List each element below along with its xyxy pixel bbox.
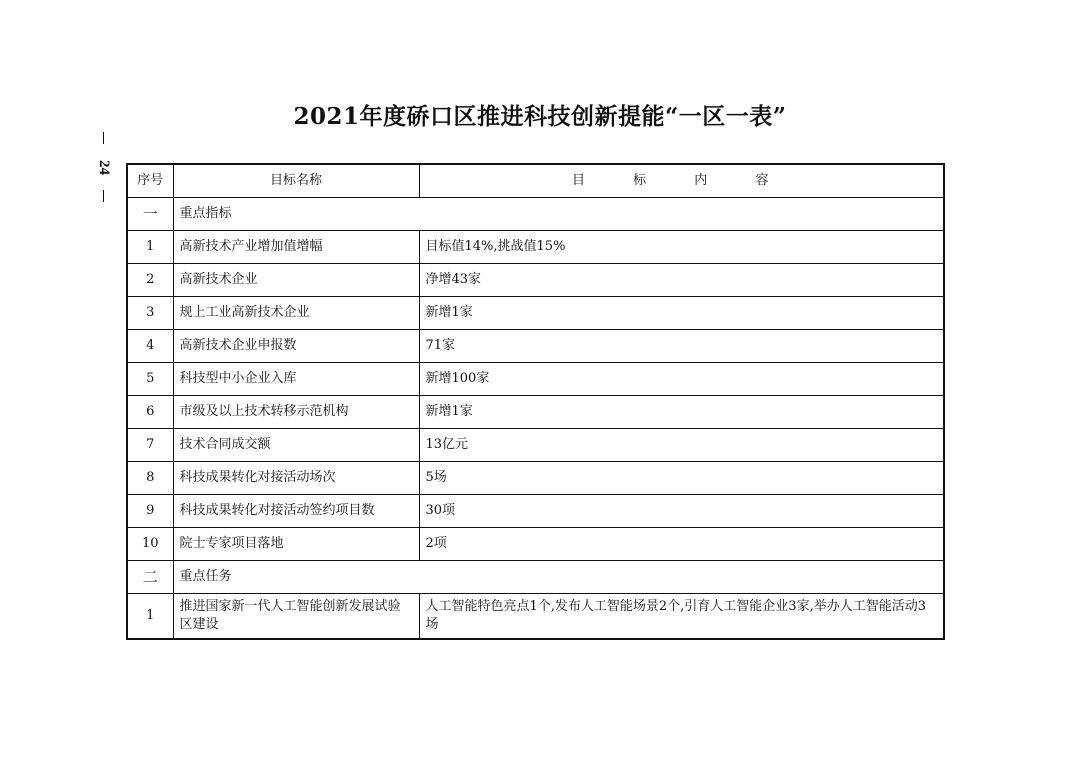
section-row: [127, 561, 944, 594]
row-no: 8: [127, 462, 173, 495]
section-label: 重点指标: [173, 198, 944, 231]
row-no: 2: [127, 264, 173, 297]
row-no: 6: [127, 396, 173, 429]
table-header-row: [127, 164, 944, 198]
row-name: 高新技术产业增加值增幅: [173, 231, 419, 264]
row-name: 科技型中小企业入库: [173, 363, 419, 396]
row-content: 5场: [419, 462, 944, 495]
page-number-dash-top: [103, 132, 104, 144]
table-row: [127, 429, 944, 462]
row-content: 净增43家: [419, 264, 944, 297]
page-number: [88, 132, 118, 202]
target-table: [126, 163, 945, 640]
table-row: [127, 495, 944, 528]
row-name: 市级及以上技术转移示范机构: [173, 396, 419, 429]
table-row: [127, 528, 944, 561]
row-name: 规上工业高新技术企业: [173, 297, 419, 330]
row-content: 目标值14%,挑战值15%: [419, 231, 944, 264]
row-name: 高新技术企业申报数: [173, 330, 419, 363]
row-content: 71家: [419, 330, 944, 363]
row-content: 新增100家: [419, 363, 944, 396]
section-label: 重点任务: [173, 561, 944, 594]
row-no: 3: [127, 297, 173, 330]
table-row: [127, 264, 944, 297]
page-number-dash-bottom: [103, 190, 104, 202]
row-content: 人工智能特色亮点1个,发布人工智能场景2个,引育人工智能企业3家,举办人工智能活动3场: [419, 594, 944, 640]
row-no: 1: [127, 231, 173, 264]
row-content: 2项: [419, 528, 944, 561]
row-name: 院士专家项目落地: [173, 528, 419, 561]
row-no: 10: [127, 528, 173, 561]
table-row: [127, 363, 944, 396]
header-no: 序号: [127, 164, 173, 198]
row-name: 科技成果转化对接活动场次: [173, 462, 419, 495]
table-row: [127, 462, 944, 495]
page-number-text: 24: [95, 159, 112, 175]
row-no: 7: [127, 429, 173, 462]
row-content: 新增1家: [419, 396, 944, 429]
section-no: 二: [127, 561, 173, 594]
table-row: [127, 594, 944, 640]
row-content: 新增1家: [419, 297, 944, 330]
section-no: 一: [127, 198, 173, 231]
row-name: 推进国家新一代人工智能创新发展试验区建设: [173, 594, 419, 640]
table-row: [127, 297, 944, 330]
table-row: [127, 396, 944, 429]
row-content: 30项: [419, 495, 944, 528]
header-content: 目 标 内 容: [419, 164, 944, 198]
row-content: 13亿元: [419, 429, 944, 462]
row-name: 科技成果转化对接活动签约项目数: [173, 495, 419, 528]
row-name: 高新技术企业: [173, 264, 419, 297]
row-no: 5: [127, 363, 173, 396]
row-name: 技术合同成交额: [173, 429, 419, 462]
document-title: 2021年度硚口区推进科技创新提能“一区一表”: [293, 103, 787, 130]
row-no: 9: [127, 495, 173, 528]
table-row: [127, 231, 944, 264]
section-row: [127, 198, 944, 231]
row-no: 4: [127, 330, 173, 363]
header-name: 目标名称: [173, 164, 419, 198]
row-no: 1: [127, 594, 173, 640]
table-row: [127, 330, 944, 363]
